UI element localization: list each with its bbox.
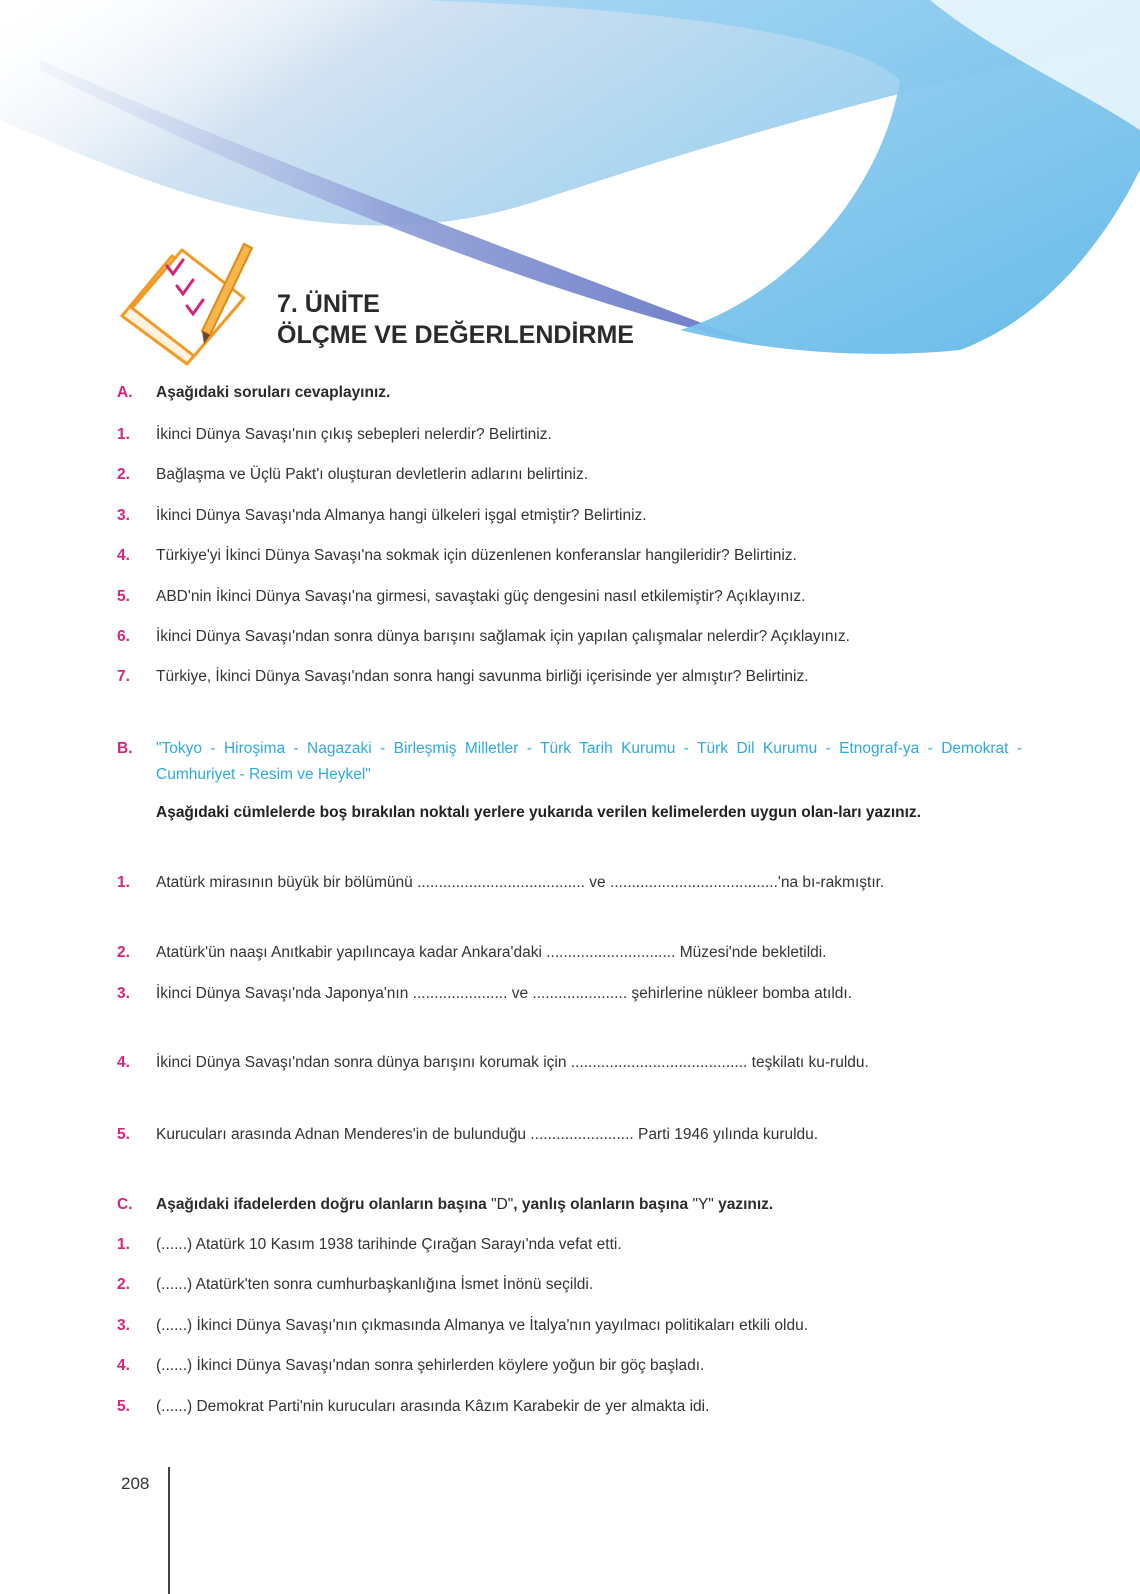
item-number: 5. (117, 588, 130, 605)
unit-title (277, 289, 634, 351)
true-false-item (117, 1232, 1022, 1258)
question-item (117, 584, 1022, 610)
item-text: İkinci Dünya Savaşı'nda Almanya hangi ülkeleri işgal etmiştir? Belirtiniz. (156, 507, 647, 524)
page-number: 208 (121, 1474, 150, 1493)
true-mark: "D" (491, 1196, 514, 1213)
item-text: Bağlaşma ve Üçlü Pakt'ı oluşturan devletlerin adlarını belirtiniz. (156, 466, 589, 483)
item-text: (......) Atatürk 10 Kasım 1938 tarihinde Çırağan Sarayı'nda vefat etti. (156, 1236, 622, 1253)
section-c-heading (117, 1194, 773, 1216)
item-text: (......) Atatürk'ten sonra cumhurbaşkanlığına İsmet İnönü seçildi. (156, 1276, 594, 1293)
fill-blank-item (117, 1122, 1022, 1148)
fill-blank-item (117, 1050, 1022, 1076)
item-number: 6. (117, 628, 130, 645)
item-number: 2. (117, 466, 130, 483)
item-text: İkinci Dünya Savaşı'ndan sonra dünya barışını sağlamak için yapılan çalışmalar nelerdir? Açıklayınız. (156, 628, 850, 645)
item-number: 5. (117, 1126, 130, 1143)
question-item (117, 503, 1022, 529)
question-item (117, 543, 1022, 569)
fill-blank-item (117, 940, 1022, 966)
item-number: 4. (117, 1357, 130, 1374)
heading-part: yazınız. (713, 1196, 774, 1213)
item-text: ABD'nin İkinci Dünya Savaşı'na girmesi, savaştaki güç dengesini nasıl etkilemiştir? Açıklayınız. (156, 588, 806, 605)
item-number: 1. (117, 874, 130, 891)
section-a-title: Aşağıdaki soruları cevaplayınız. (156, 384, 391, 401)
question-item (117, 624, 1022, 650)
item-text: Kurucuları arasında Adnan Menderes'in de bulunduğu ........................ Parti 1946 yılında kuruldu. (156, 1126, 819, 1143)
item-number: 2. (117, 944, 130, 961)
item-text: Türkiye'yi İkinci Dünya Savaşı'na sokmak için düzenlenen konferanslar hangileridir? Belirtiniz. (156, 547, 797, 564)
word-bank-text: "Tokyo - Hiroşima - Nagazaki - Birleşmiş Milletler - Türk Tarih Kurumu - Türk Dil Kurumu - Etnograf-ya - Demokrat - Cumhuriyet - Resim ve Heykel" (156, 740, 1022, 783)
item-number: 4. (117, 1054, 130, 1071)
item-number: 3. (117, 985, 130, 1002)
question-item (117, 422, 1022, 448)
question-item (117, 462, 1022, 488)
page-rule (168, 1467, 170, 1594)
instruction-text: Aşağıdaki cümlelerde boş bırakılan noktalı yerlere yukarıda verilen kelimelerden uygun olan-ları yazınız. (156, 804, 921, 821)
item-text: Atatürk'ün naaşı Anıtkabir yapılıncaya kadar Ankara'daki .............................. Müzesi'nde bekletildi. (156, 944, 827, 961)
item-number: 3. (117, 507, 130, 524)
section-b-instruction (117, 800, 1022, 826)
heading-part: Aşağıdaki ifadelerden doğru olanların başına (156, 1196, 492, 1213)
true-false-item (117, 1394, 1022, 1420)
item-number: 3. (117, 1317, 130, 1334)
section-a-heading (117, 382, 390, 404)
item-text: (......) Demokrat Parti'nin kurucuları arasında Kâzım Karabekir de yer almakta idi. (156, 1398, 710, 1415)
section-letter: B. (117, 740, 133, 757)
item-number: 1. (117, 426, 130, 443)
item-text: Türkiye, İkinci Dünya Savaşı'ndan sonra hangi savunma birliği içerisinde yer almıştır? Belirtiniz. (156, 668, 809, 685)
section-letter: C. (117, 1196, 133, 1213)
section-letter: A. (117, 384, 133, 401)
fill-blank-item (117, 870, 1022, 896)
item-text: İkinci Dünya Savaşı'ndan sonra dünya barışını korumak için ......................................... teşkilatı ku-ruldu. (156, 1054, 869, 1071)
item-text: (......) İkinci Dünya Savaşı'nın çıkmasında Almanya ve İtalya'nın yayılmacı politikaları etkili oldu. (156, 1317, 809, 1334)
item-number: 2. (117, 1276, 130, 1293)
false-mark: "Y" (692, 1196, 714, 1213)
section-b-word-bank (117, 736, 1022, 788)
item-number: 7. (117, 668, 130, 685)
unit-number: 7. ÜNİTE (277, 290, 380, 318)
item-number: 4. (117, 547, 130, 564)
true-false-item (117, 1353, 1022, 1379)
item-number: 5. (117, 1398, 130, 1415)
item-text: İkinci Dünya Savaşı'nın çıkış sebepleri nelerdir? Belirtiniz. (156, 426, 552, 443)
checklist-pencil-icon (112, 236, 262, 366)
question-item (117, 664, 1022, 690)
item-number: 1. (117, 1236, 130, 1253)
item-text: Atatürk mirasının büyük bir bölümünü ....................................... ve .......................................'na bı-rakmıştır. (156, 874, 885, 891)
true-false-item (117, 1313, 1022, 1339)
item-text: (......) İkinci Dünya Savaşı'ndan sonra şehirlerden köylere yoğun bir göç başladı. (156, 1357, 705, 1374)
heading-part: , yanlış olanların başına (513, 1196, 693, 1213)
item-text: İkinci Dünya Savaşı'nda Japonya'nın ...................... ve ...................... şehirlerine nükleer bomba atıldı. (156, 985, 852, 1002)
true-false-item (117, 1272, 1022, 1298)
fill-blank-item (117, 981, 1022, 1007)
unit-subtitle: ÖLÇME VE DEĞERLENDİRME (277, 321, 634, 349)
